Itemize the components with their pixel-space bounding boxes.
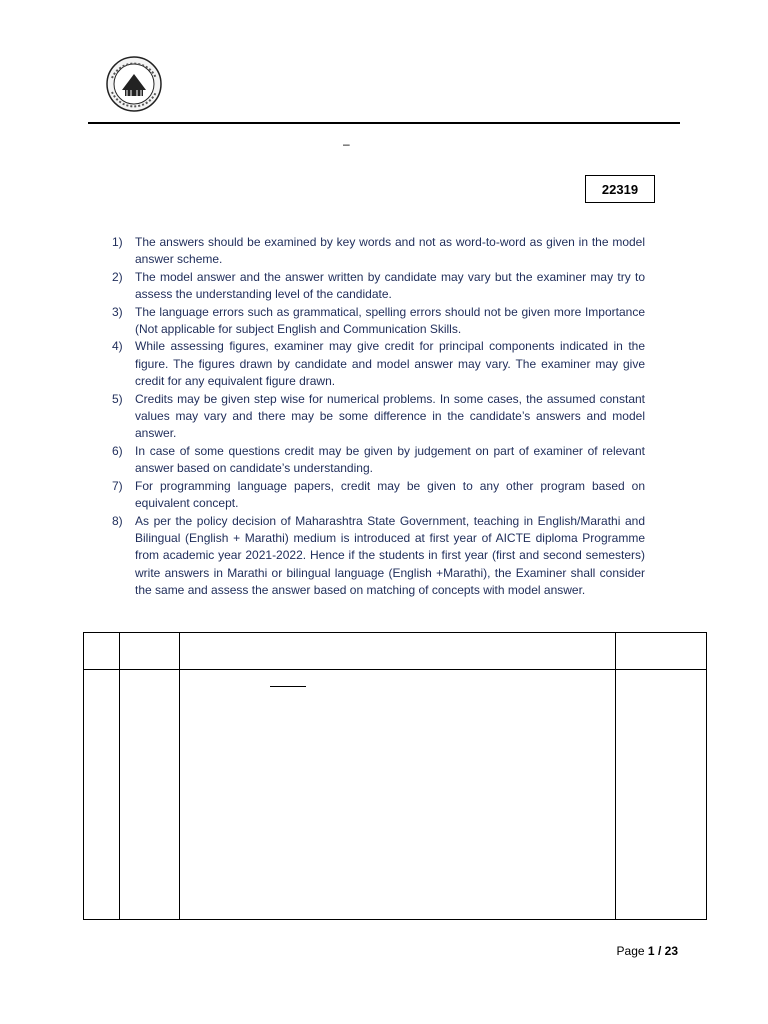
- instruction-item: [110, 513, 645, 600]
- underline-mark: [270, 686, 306, 687]
- instruction-text: The answers should be examined by key words and not as word-to-word as given in the model answer scheme.: [135, 235, 645, 267]
- page-footer: [617, 944, 678, 958]
- instruction-number: 4): [112, 339, 123, 354]
- instruction-text: As per the policy decision of Maharashtra State Government, teaching in English/Marathi and Bilingual (English + Marathi) medium is introduced at first year of AICTE diploma Programme from academic year 2021-2022. Hence if the students in first year (first and second semesters) write answers in Marathi or bilingual language (English +Marathi), the Examiner shall consider the same and assess the answer based on matching of concepts with model answer.: [135, 513, 645, 598]
- instruction-text: In case of some questions credit may be given by judgement on part of examiner of relevant answer based on candidate’s understanding.: [135, 443, 645, 476]
- instruction-number: 7): [112, 478, 123, 493]
- table-column-divider: [179, 633, 180, 919]
- header-rule: [88, 122, 680, 124]
- instruction-number: 8): [112, 513, 123, 528]
- instruction-text: While assessing figures, examiner may give credit for principal components indicated in the figure. The figures drawn by candidate and model answer may vary. The examiner may give credit for any equivalent figure drawn.: [135, 339, 645, 389]
- instruction-number: 1): [112, 235, 123, 249]
- page-separator: /: [657, 944, 662, 958]
- board-logo: [96, 54, 172, 114]
- page-total: 23: [664, 944, 678, 958]
- subject-code: 22319: [601, 181, 639, 197]
- instruction-number: 5): [112, 391, 123, 406]
- page-label: Page: [616, 944, 645, 958]
- instruction-item: [110, 269, 645, 304]
- table-column-divider: [615, 633, 616, 919]
- instruction-text: The language errors such as grammatical, spelling errors should not be given more Importance (Not applicable for subject English and Communication Skills.: [135, 304, 645, 337]
- instruction-number: 3): [112, 304, 123, 319]
- instruction-item: [110, 338, 645, 390]
- header-dash: –: [343, 137, 350, 151]
- instruction-item: [110, 478, 645, 513]
- table-header-divider: [84, 669, 706, 670]
- instructions-list: [110, 234, 645, 600]
- instruction-text: Credits may be given step wise for numerical problems. In some cases, the assumed constant values may vary and there may be some difference in the candidate’s answers and model answer.: [135, 391, 645, 441]
- answer-table: [83, 632, 707, 920]
- table-column-divider: [119, 633, 120, 919]
- subject-code-box: [585, 175, 655, 203]
- page-current: 1: [647, 944, 655, 958]
- instruction-item: [110, 443, 645, 478]
- instruction-item: [110, 391, 645, 443]
- instruction-number: 2): [112, 269, 123, 284]
- instruction-item: [110, 304, 645, 339]
- instruction-text: The model answer and the answer written by candidate may vary but the examiner may try to assess the understanding level of the candidate.: [135, 269, 645, 302]
- instruction-number: 6): [112, 443, 123, 458]
- instruction-text: For programming language papers, credit may be given to any other program based on equivalent concept.: [135, 478, 645, 511]
- instruction-item: [110, 234, 645, 269]
